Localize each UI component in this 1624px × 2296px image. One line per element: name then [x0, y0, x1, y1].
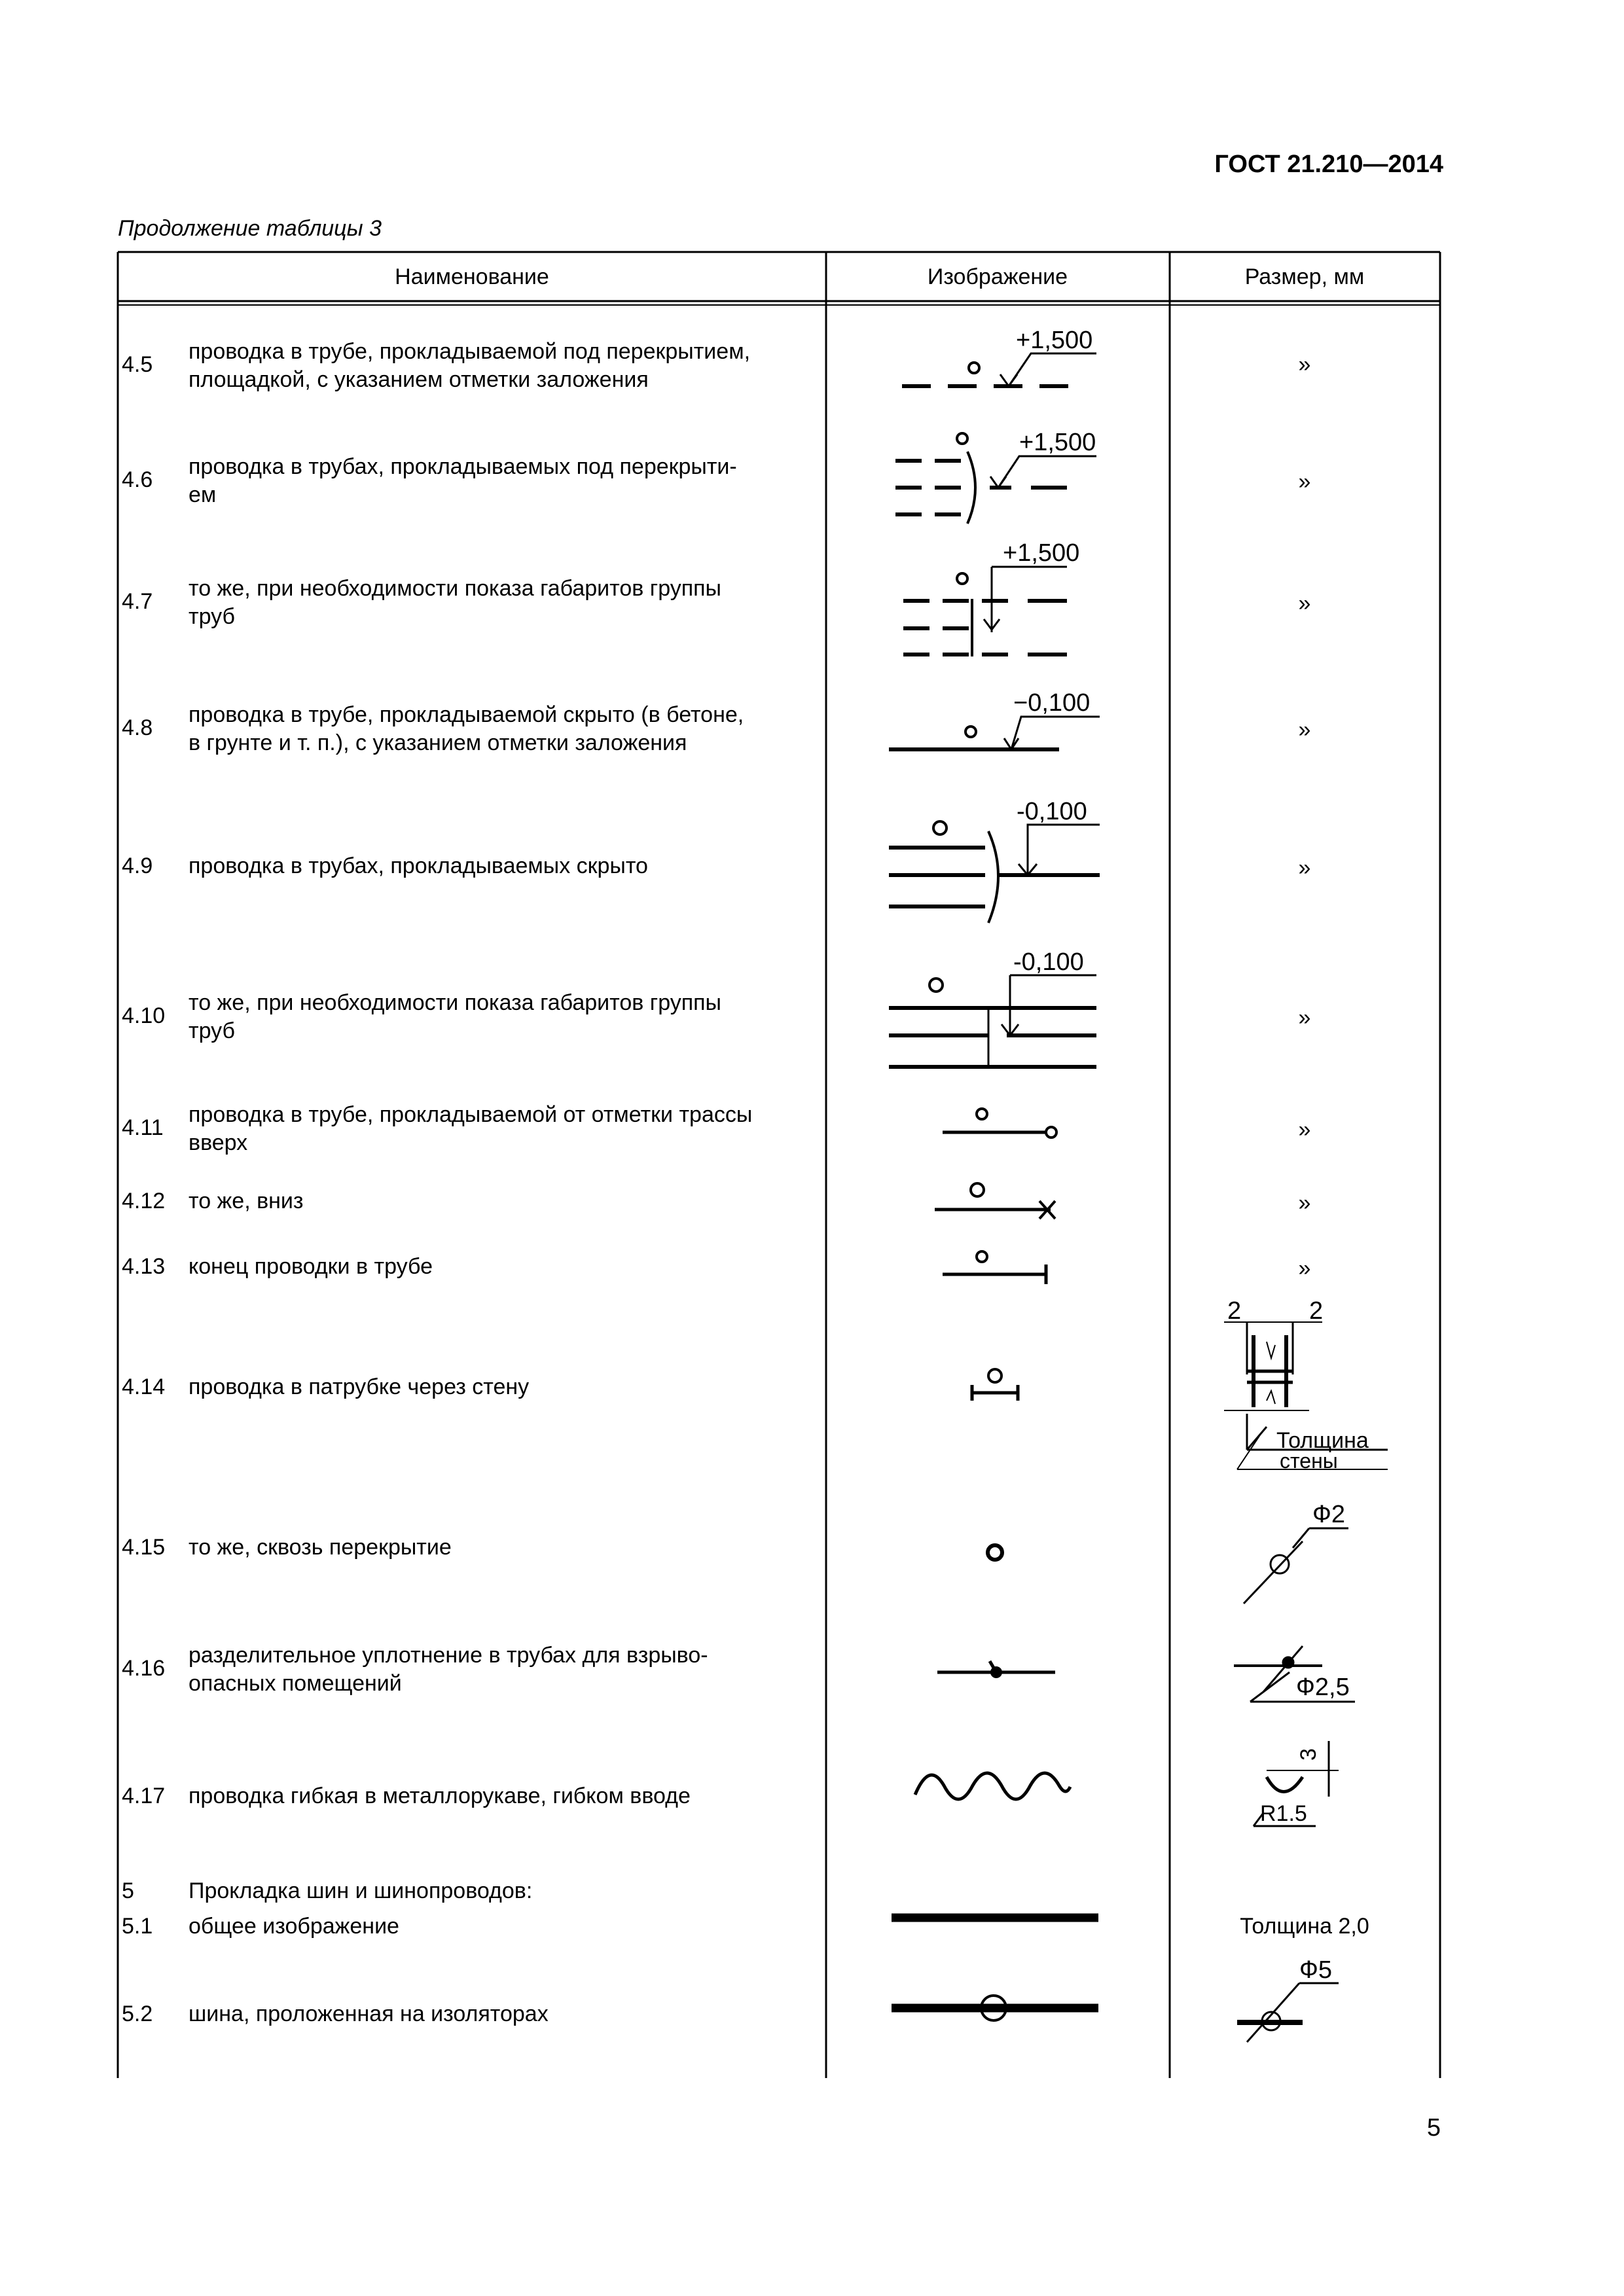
row-text: вверх: [189, 1130, 248, 1155]
symbol-4-6: [895, 429, 1096, 524]
dim-value: 3: [1296, 1748, 1321, 1761]
symbol-4-9: [889, 798, 1100, 923]
elevation-mark: -0,100: [1017, 798, 1087, 825]
row-text: труб: [189, 604, 235, 629]
size-value: Толщина 2,0: [1240, 1914, 1369, 1939]
row-text: общее изображение: [189, 1914, 399, 1939]
symbol-4-14: [972, 1369, 1018, 1401]
row-number: 4.15: [122, 1535, 166, 1560]
column-header-name: Наименование: [395, 264, 549, 289]
symbol-4-8: [889, 689, 1100, 749]
size-value: »: [1298, 1256, 1311, 1281]
row-text: опасных помещений: [189, 1671, 402, 1696]
row-number: 4.9: [122, 853, 153, 878]
dim-value: 2: [1227, 1297, 1242, 1325]
symbol-4-11: [943, 1109, 1056, 1138]
symbol-4-10: [889, 948, 1096, 1067]
page-number: 5: [1426, 2114, 1441, 2142]
symbol-4-5: [902, 327, 1096, 386]
row-text: проводка в трубе, прокладываемой от отметки трассы: [189, 1102, 753, 1127]
column-header-image: Изображение: [927, 264, 1068, 289]
symbol-5-2: [892, 1996, 1098, 2020]
symbol-4-13: [943, 1251, 1046, 1284]
dim-4-16: [1234, 1646, 1355, 1702]
dim-4-15: [1244, 1501, 1348, 1604]
dim-label: стены: [1280, 1449, 1338, 1473]
row-number: 5.2: [122, 2001, 153, 2026]
size-value: »: [1298, 591, 1311, 616]
row-text: проводка в трубах, прокладываемых под перекрыти-: [189, 454, 737, 479]
elevation-mark: −0,100: [1013, 689, 1091, 717]
row-number: 5.1: [122, 1914, 153, 1939]
document-code: ГОСТ 21.210—2014: [1214, 151, 1443, 178]
row-text: труб: [189, 1018, 235, 1043]
row-number: 4.14: [122, 1374, 166, 1399]
symbol-4-15: [988, 1545, 1002, 1560]
table-caption: Продолжение таблицы 3: [118, 216, 382, 241]
row-number: 4.17: [122, 1784, 166, 1808]
row-descriptions: [189, 339, 752, 2026]
dim-label: Ф5: [1299, 1956, 1333, 1984]
row-number: 4.7: [122, 589, 153, 614]
row-number: 4.5: [122, 352, 153, 377]
row-text: то же, при необходимости показа габаритов группы: [189, 990, 721, 1015]
row-numbers: [122, 352, 165, 2026]
size-value: »: [1298, 1117, 1311, 1142]
row-text: шина, проложенная на изоляторах: [189, 2001, 549, 2026]
elevation-mark: -0,100: [1013, 948, 1084, 976]
row-number: 4.6: [122, 467, 153, 492]
row-text: разделительное уплотнение в трубах для взрыво-: [189, 1643, 708, 1668]
size-value: »: [1298, 469, 1311, 494]
size-value: »: [1298, 855, 1311, 880]
dim-4-17: [1254, 1741, 1339, 1826]
row-number: 5: [122, 1878, 134, 1903]
row-text: проводка в трубах, прокладываемых скрыто: [189, 853, 648, 878]
symbol-4-17: [915, 1773, 1070, 1799]
row-number: 4.12: [122, 1189, 166, 1213]
row-text: то же, при необходимости показа габаритов группы: [189, 576, 721, 601]
row-text: то же, вниз: [189, 1189, 304, 1213]
dim-label: Ф2,5: [1296, 1674, 1350, 1701]
dim-label: Ф2: [1312, 1501, 1346, 1528]
size-value: »: [1298, 1191, 1311, 1215]
row-text: в грунте и т. п.), с указанием отметки заложения: [189, 730, 687, 755]
dim-4-14: [1224, 1297, 1388, 1473]
column-header-size: Размер, мм: [1244, 264, 1365, 289]
row-text: то же, сквозь перекрытие: [189, 1535, 452, 1560]
row-number: 4.16: [122, 1656, 166, 1681]
row-text: проводка в трубе, прокладываемой под перекрытием,: [189, 339, 751, 364]
elevation-mark: +1,500: [1019, 429, 1096, 456]
elevation-mark: +1,500: [1016, 327, 1093, 354]
row-number: 4.11: [122, 1115, 164, 1140]
row-text: конец проводки в трубе: [189, 1254, 433, 1279]
row-text: проводка в трубе, прокладываемой скрыто (в бетоне,: [189, 702, 744, 727]
size-value: »: [1298, 1005, 1311, 1030]
symbol-4-7: [903, 539, 1079, 656]
elevation-mark: +1,500: [1003, 539, 1080, 567]
row-number: 4.8: [122, 715, 153, 740]
row-text: проводка в патрубке через стену: [189, 1374, 530, 1399]
dim-5-2: [1237, 1956, 1339, 2042]
row-text: Прокладка шин и шинопроводов:: [189, 1878, 533, 1903]
row-number: 4.10: [122, 1003, 166, 1028]
dim-label: Толщина: [1276, 1428, 1369, 1453]
row-number: 4.13: [122, 1254, 166, 1279]
dim-label: R1.5: [1260, 1801, 1307, 1826]
dim-value: 2: [1309, 1297, 1324, 1325]
row-text: ем: [189, 482, 217, 507]
size-value: »: [1298, 717, 1311, 742]
symbol-4-12: [935, 1183, 1055, 1219]
symbol-4-16: [937, 1661, 1055, 1677]
row-text: проводка гибкая в металлорукаве, гибком вводе: [189, 1784, 691, 1808]
row-text: площадкой, с указанием отметки заложения: [189, 367, 649, 392]
size-value: »: [1298, 352, 1311, 377]
